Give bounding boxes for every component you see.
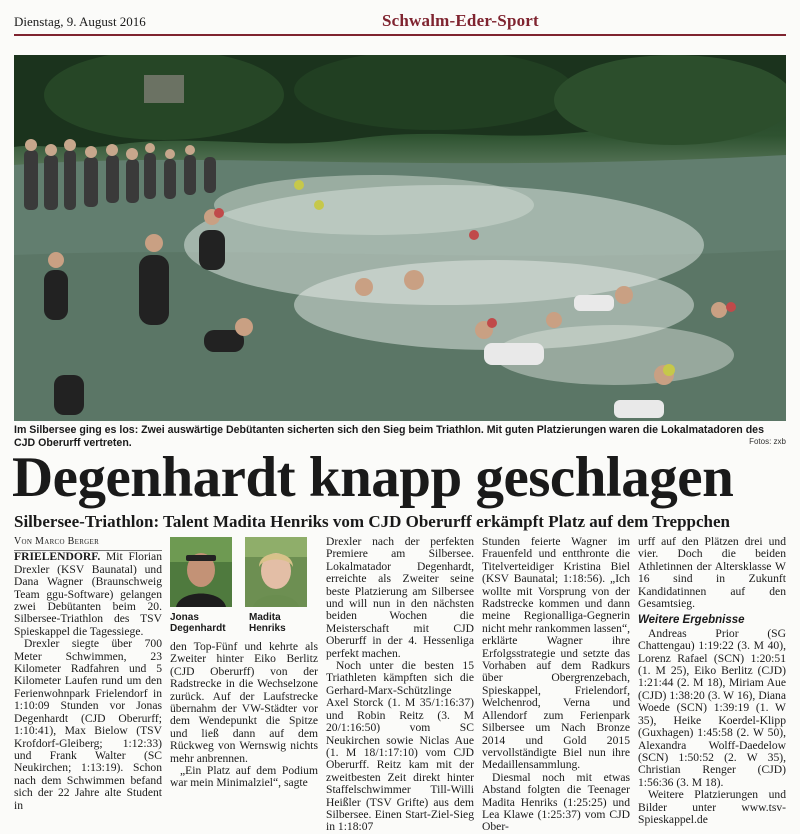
photo-caption: Im Silbersee ging es los: Zwei auswärtige Debütanten sicherten sich den Sieg beim Triathlon. Mit guten Platzierungen waren die Lokalmatadoren des CJD Oberurff vertreten. bbox=[14, 424, 764, 449]
portrait-caption-henriks: Madita Henriks bbox=[249, 612, 286, 634]
section-title: Schwalm-Eder-Sport bbox=[382, 11, 539, 30]
article-column-1 bbox=[14, 536, 162, 812]
dateline: FRIELENDORF. bbox=[14, 550, 101, 564]
byline: Von Marco Berger bbox=[14, 536, 162, 551]
photo-credit: Fotos: zxb bbox=[749, 437, 786, 446]
more-info-line: Weitere Platzierungen und Bilder unter www.tsv-Spieskappel.de bbox=[638, 788, 786, 826]
results-list: Andreas Prior (SG Chattengau) 1:19:22 (3. M 40), Lorenz Rafael (SCN) 1:20:51 (1. M 25), Eiko Berlitz (CJD) 1:21:44 (2. M 18), Miriam Aue (CJD) 1:38:20 (3. W 16), Diana Woede (SCN) 1:39:19 (1. W 35), Heike Koerdel-Klipp (Guxhagen) 1:45:58 (2. W 50), Alexandra Wolff-Daedelow (SCN) 1:50:52 (2. W 35), Christian Renger (CJD) 1:56:36 (3. M 18). bbox=[638, 626, 786, 789]
lead-photo-triathlon-swim-start bbox=[14, 55, 786, 421]
article-paragraph: „Ein Platz auf dem Podium war mein Minimalziel“, sagte bbox=[170, 764, 318, 790]
article-column-3 bbox=[326, 536, 474, 834]
results-subheading: Weitere Ergebnisse bbox=[638, 614, 745, 627]
subheadline: Silbersee-Triathlon: Talent Madita Henriks vom CJD Oberurff erkämpft Platz auf dem Treppchen bbox=[14, 512, 731, 531]
article-paragraph: Diesmal noch mit etwas Abstand folgten die Teenager Madita Henriks (1:25:25) und Lea Klawe (1:25:37) vom CJD Ober- bbox=[482, 770, 630, 834]
article-paragraph: Drexler nach der perfekten Premiere am Silbersee. Lokalmatador Degenhardt, erreichte als Zweiter seine beste Platzierung am Silbersee und will nun in den nächsten beiden Wochen die Meisterschaft mit CJD Oberurff in der 4. Hessenliga perfekt machen. bbox=[326, 535, 474, 660]
article-paragraph: Noch unter die besten 15 Triathleten kämpften sich die Gerhard-Marx-Schützlinge Axel Storck (1. M 35/1:16:37) und Robin Reitz (3. M 20/1:16:50) vom SC Neukirchen sowie Niclas Aue (1. M 18/1:17:10) vom CJD Oberurff. Reitz kam mit der zweitbesten Zeit direkt hinter Staffelschwimmer Till-Willi Heißler (TSV Grifte) aus dem Silbersee. Einen Start-Ziel-Sieg in 1:18:07 bbox=[326, 659, 474, 834]
article-paragraph: den Top-Fünf und kehrte als Zweiter hinter Eiko Berlitz (CJD Oberurff) von der Radstrecke in die Wechselzone zurück. Auf der Laufstrecke übernahm der VW-Städter vor dem Wendepunkt die Spitze und ließ dann auf dem Rückweg von Wernswig nichts mehr anbrennen. bbox=[170, 640, 318, 765]
article-column-5 bbox=[638, 536, 786, 826]
page-header bbox=[14, 10, 786, 36]
headline: Degenhardt knapp geschlagen bbox=[12, 446, 734, 509]
article-paragraph: Stunden feierte Wagner im Frauenfeld und entthronte die Titelverteidiger Kristina Biel (KSV Baunatal; 1:18:56). „Ich wollte mit Vorsprung von der Radstrecke kommen und dann meine Regionalliga-Gegnerin nicht mehr rankommen lassen“, erklärte Wagner ihre Erfolgsstrategie und setzte das Vorhaben auf dem Radkurs über Obergrenzebach, Spieskappel, Frielendorf, Welchenrod, Verna und Allendorf zum Ferienpark Silbersee um Nach Bronze 2014 und Gold 2015 vervollständigte Biel nun ihre Medaillensammlung. bbox=[482, 535, 630, 772]
portrait-caption-degenhardt: Jonas Degenhardt bbox=[170, 612, 226, 634]
article-column-2 bbox=[170, 641, 318, 790]
article-column-4 bbox=[482, 536, 630, 834]
article-paragraph: urff auf den Plätzen drei und vier. Doch die beiden Athletinnen der Altersklasse W 16 sind in Zukunft Kandidatinnen auf den Gesamtsieg. bbox=[638, 535, 786, 611]
portrait-madita-henriks bbox=[245, 537, 307, 607]
article-paragraph: FRIELENDORF. Mit Florian Drexler (KSV Baunatal) und Dana Wagner (Braunschweig Team ggu-Software) gelangen zwei Debütanten beim 20. Silbersee-Triathlon des TSV Spieskappel die Tagessiege. bbox=[14, 550, 162, 638]
article-paragraph: Drexler siegte über 700 Meter Schwimmen, 23 Kilometer Radfahren und 5 Kilometer Laufen rund um den Ferienwohnpark Frielendorf in 1:10:09 Stunden vor Jonas Degenhardt (CJD Oberurff; 1:10:41), Max Bielow (TSV Krofdorf-Gleiberg; 1:12:33) und Frank Walter (SC Neukirchen; 1:13:19). Schon nach dem Schwimmen befand sich der 22 Jahre alte Student in bbox=[14, 637, 162, 812]
issue-date: Dienstag, 9. August 2016 bbox=[14, 14, 146, 29]
portrait-jonas-degenhardt bbox=[170, 537, 232, 607]
